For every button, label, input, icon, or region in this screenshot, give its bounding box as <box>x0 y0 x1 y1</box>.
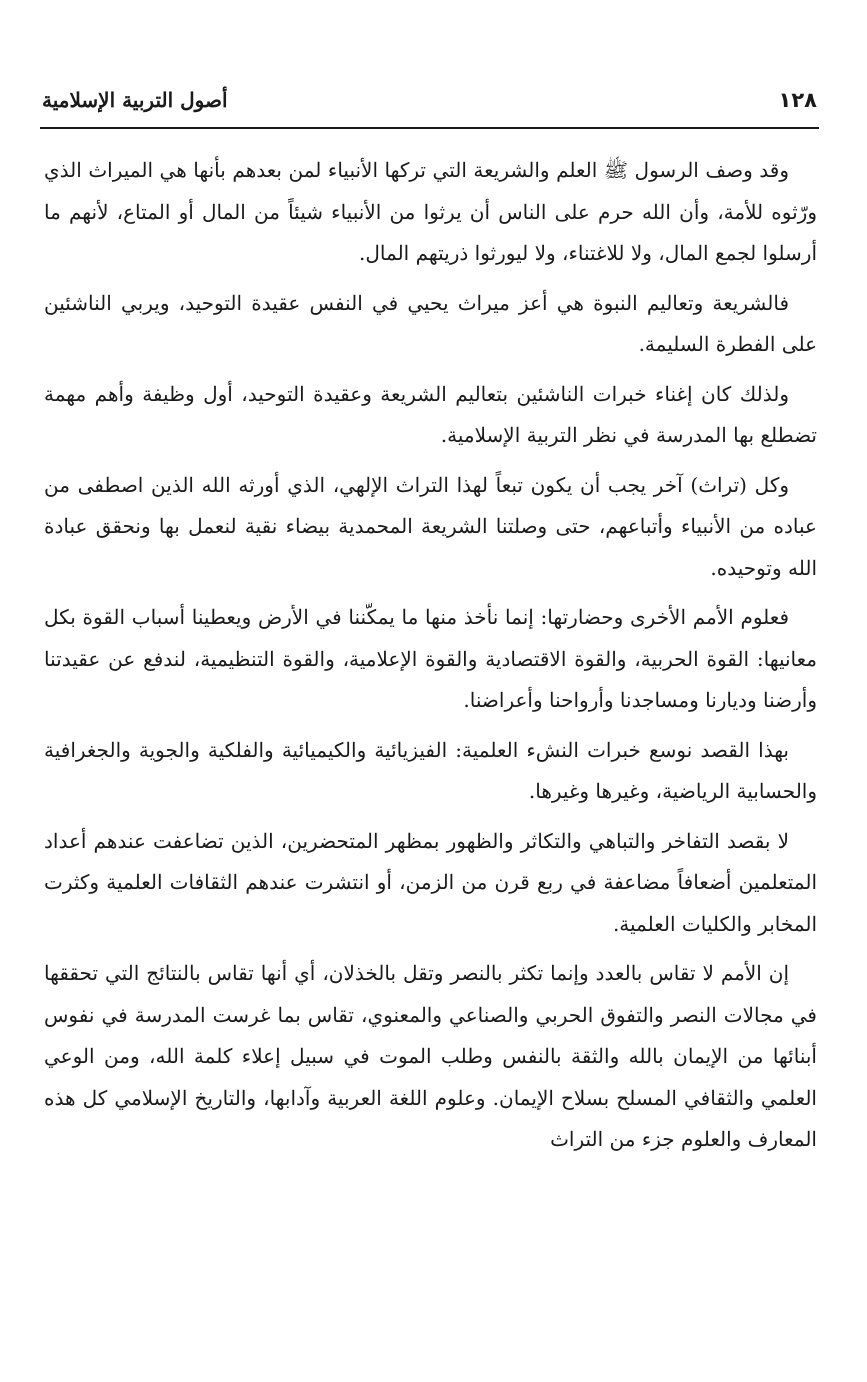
page-header <box>42 82 817 118</box>
paragraph: فعلوم الأمم الأخرى وحضارتها: إنما نأخذ منها ما يمكّننا في الأرض ويعطينا أسباب القوة بكل معانيها: القوة الحربية، والقوة الاقتصادية والقوة الإعلامية، والقوة التنظيمية، لندفع عن عقيدتنا وأرضنا وديارنا ومساجدنا وأرواحنا وأعراضنا. <box>44 605 817 712</box>
paragraph: فالشريعة وتعاليم النبوة هي أعز ميراث يحيي في النفس عقيدة التوحيد، ويربي الناشئين على الفطرة السليمة. <box>44 290 817 356</box>
paragraph: ولذلك كان إغناء خبرات الناشئين بتعاليم الشريعة وعقيدة التوحيد، أول وظيفة وأهم مهمة تضطلع بها المدرسة في نظر التربية الإسلامية. <box>44 381 817 447</box>
header-divider <box>40 127 819 129</box>
body-text <box>44 150 817 1169</box>
paragraph: لا بقصد التفاخر والتباهي والتكاثر والظهور بمظهر المتحضرين، الذين تضاعفت عندهم أعداد المتعلمين أضعافاً مضاعفة في ربع قرن من الزمن، أو انتشرت عندهم الثقافات العلمية وكثرت المخابر والكليات العلمية. <box>44 828 817 936</box>
paragraph: بهذا القصد نوسع خبرات النشء العلمية: الفيزيائية والكيميائية والفلكية والجوية والجغرافية والحسابية الرياضية، وغيرها وغيرها. <box>44 737 817 803</box>
page-number: ١٢٨ <box>778 88 817 112</box>
paragraph: وقد وصف الرسول ﷺ العلم والشريعة التي تركها الأنبياء لمن بعدهم بأنها هي الميراث الذي ورّثوه للأمة، وأن الله حرم على الناس أن يرثوا من الأنبياء شيئاً من المال أو المتاع، لأنهم ما أرسلوا لجمع المال، ولا للاغتناء، ولا ليورثوا ذريتهم المال. <box>44 158 817 265</box>
paragraph: وكل (تراث) آخر يجب أن يكون تبعاً لهذا التراث الإلهي، الذي أورثه الله الذين اصطفى من عباده من الأنبياء وأتباعهم، حتى وصلتنا الشريعة المحمدية بيضاء نقية لنعمل بها ونحقق عبادة الله وتوحيده. <box>44 472 817 580</box>
paragraph: إن الأمم لا تقاس بالعدد وإنما تكثر بالنصر وتقل بالخذلان، أي أنها تقاس بالنتائج التي تحققها في مجالات النصر والتفوق الحربي والصناعي والمعنوي، تقاس بما غرست المدرسة في نفوس أبنائها من الإيمان بالله والثقة بالنفس وطلب الموت في سبيل إعلاء كلمة الله، ومن الوعي العلمي والثقافي المسلح بسلاح الإيمان. وعلوم اللغة العربية وآدابها، والتاريخ الإسلامي كل هذه المعارف والعلوم جزء من التراث <box>44 961 817 1151</box>
running-title: أصول التربية الإسلامية <box>42 88 228 112</box>
